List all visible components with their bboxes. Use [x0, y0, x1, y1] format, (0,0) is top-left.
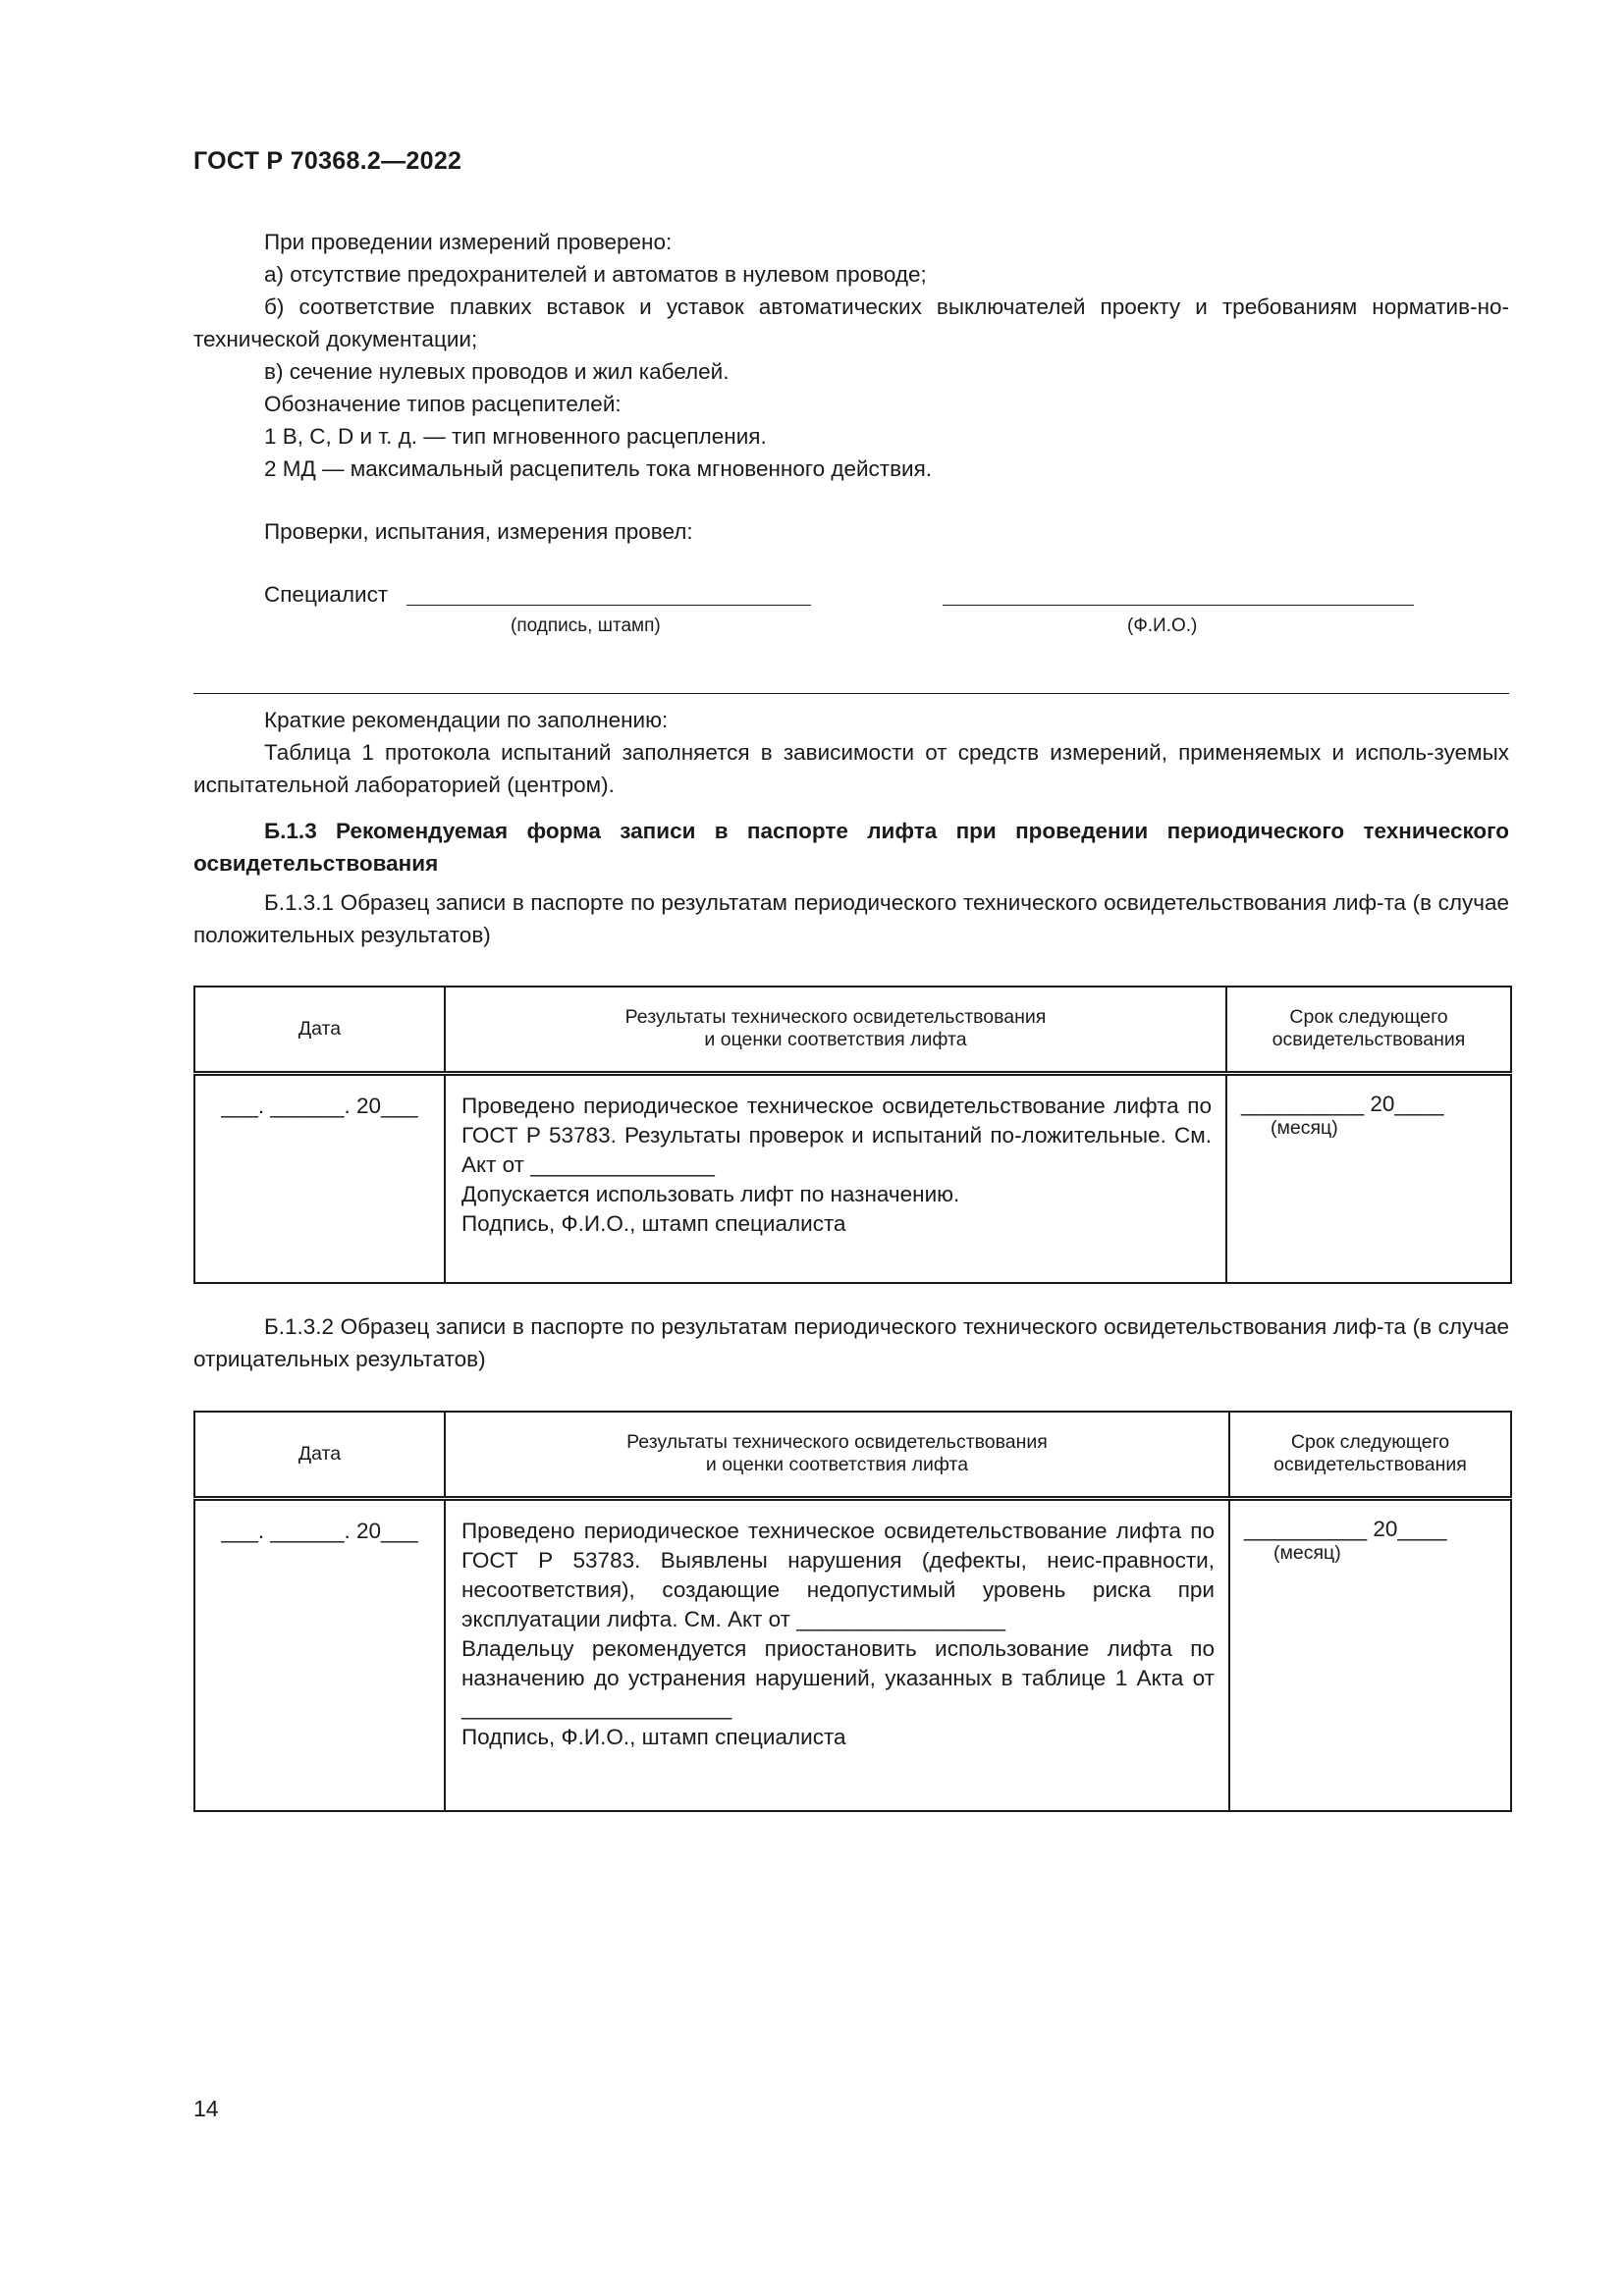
header-results: Результаты технического освидетельствования и оценки соответствия лифта	[445, 987, 1226, 1073]
full-name-caption: (Ф.И.О.)	[1127, 615, 1198, 636]
record-date[interactable]: ___. ______. 20___	[194, 1498, 445, 1811]
passport-record-table-positive	[193, 986, 1512, 1284]
record-text	[445, 1498, 1229, 1811]
record-line: Подпись, Ф.И.О., штамп специалиста	[461, 1724, 846, 1749]
record-line: Проведено периодическое техническое освидетельствование лифта по ГОСТ Р 53783. Результаты проверок и испытаний по-ложительные. См. Акт от _______________	[461, 1093, 1212, 1177]
header-date: Дата	[194, 987, 445, 1073]
record-line: Проведено периодическое техническое освидетельствование лифта по ГОСТ Р 53783. Выявлены нарушения (дефекты, неис-правности, несоответствия), создающие недопустимый уровень риска при эксплуатации лифта. См. Акт от _________________	[461, 1518, 1215, 1631]
section-divider	[193, 693, 1509, 694]
term-value: __________ 20____	[1244, 1516, 1447, 1541]
passport-record-table-negative	[193, 1411, 1512, 1812]
table-header-row	[194, 987, 1511, 1073]
document-code-header: ГОСТ Р 70368.2—2022	[193, 147, 462, 175]
table-row	[194, 1073, 1511, 1283]
month-caption: (месяц)	[1271, 1116, 1338, 1139]
header-results: Результаты технического освидетельствования и оценки соответствия лифта	[445, 1412, 1229, 1498]
full-name-line[interactable]	[943, 605, 1414, 606]
check-item-a: а) отсутствие предохранителей и автоматов в нулевом проводе;	[264, 262, 927, 287]
record-next-term[interactable]	[1229, 1498, 1511, 1811]
record-date[interactable]: ___. ______. 20___	[194, 1073, 445, 1283]
record-next-term[interactable]	[1226, 1073, 1511, 1283]
month-caption: (месяц)	[1273, 1541, 1341, 1564]
record-text	[445, 1073, 1226, 1283]
page-number: 14	[193, 2096, 219, 2121]
recommendations-text: Таблица 1 протокола испытаний заполняется в зависимости от средств измерений, применяемых и исполь-зуемых испытательной лабораторией (центром).	[193, 740, 1509, 797]
header-date: Дата	[194, 1412, 445, 1498]
trip-type-1: 1 B, C, D и т. д. — тип мгновенного расцепления.	[264, 424, 767, 449]
recommendations-title: Краткие рекомендации по заполнению:	[264, 708, 669, 732]
performed-by-label: Проверки, испытания, измерения провел:	[264, 519, 693, 544]
section-heading: Б.1.3 Рекомендуемая форма записи в паспорте лифта при проведении периодического технического освидетельствования	[193, 819, 1509, 876]
table-row	[194, 1498, 1511, 1811]
specialist-label: Специалист	[264, 582, 389, 607]
record-line: Владельцу рекомендуется приостановить использование лифта по назначению до устранения нарушений, указанных в таблице 1 Акта от ______________________	[461, 1635, 1215, 1720]
signature-caption: (подпись, штамп)	[511, 615, 661, 636]
check-item-b: б) соответствие плавких вставок и уставок автоматических выключателей проекту и требованиям норматив-но-технической документации;	[193, 294, 1509, 351]
record-line: Допускается использовать лифт по назначению.	[461, 1181, 960, 1206]
record-line: Подпись, Ф.И.О., штамп специалиста	[461, 1210, 846, 1236]
table-header-row	[194, 1412, 1511, 1498]
header-next-term: Срок следующего освидетельствования	[1229, 1412, 1511, 1498]
subsection-2-text: Б.1.3.2 Образец записи в паспорте по результатам периодического технического освидетельствования лиф-та (в случае отрицательных результатов)	[193, 1314, 1509, 1371]
check-item-c: в) сечение нулевых проводов и жил кабелей.	[264, 359, 730, 384]
subsection-1-text: Б.1.3.1 Образец записи в паспорте по результатам периодического технического освидетельствования лиф-та (в случае положительных результатов)	[193, 890, 1509, 947]
checks-intro: При проведении измерений проверено:	[264, 230, 673, 254]
term-value: __________ 20____	[1241, 1091, 1444, 1116]
trip-type-2: 2 МД — максимальный расцепитель тока мгновенного действия.	[264, 456, 933, 481]
header-next-term: Срок следующего освидетельствования	[1226, 987, 1511, 1073]
signature-line[interactable]	[406, 605, 811, 606]
trip-types-title: Обозначение типов расцепителей:	[264, 392, 622, 416]
